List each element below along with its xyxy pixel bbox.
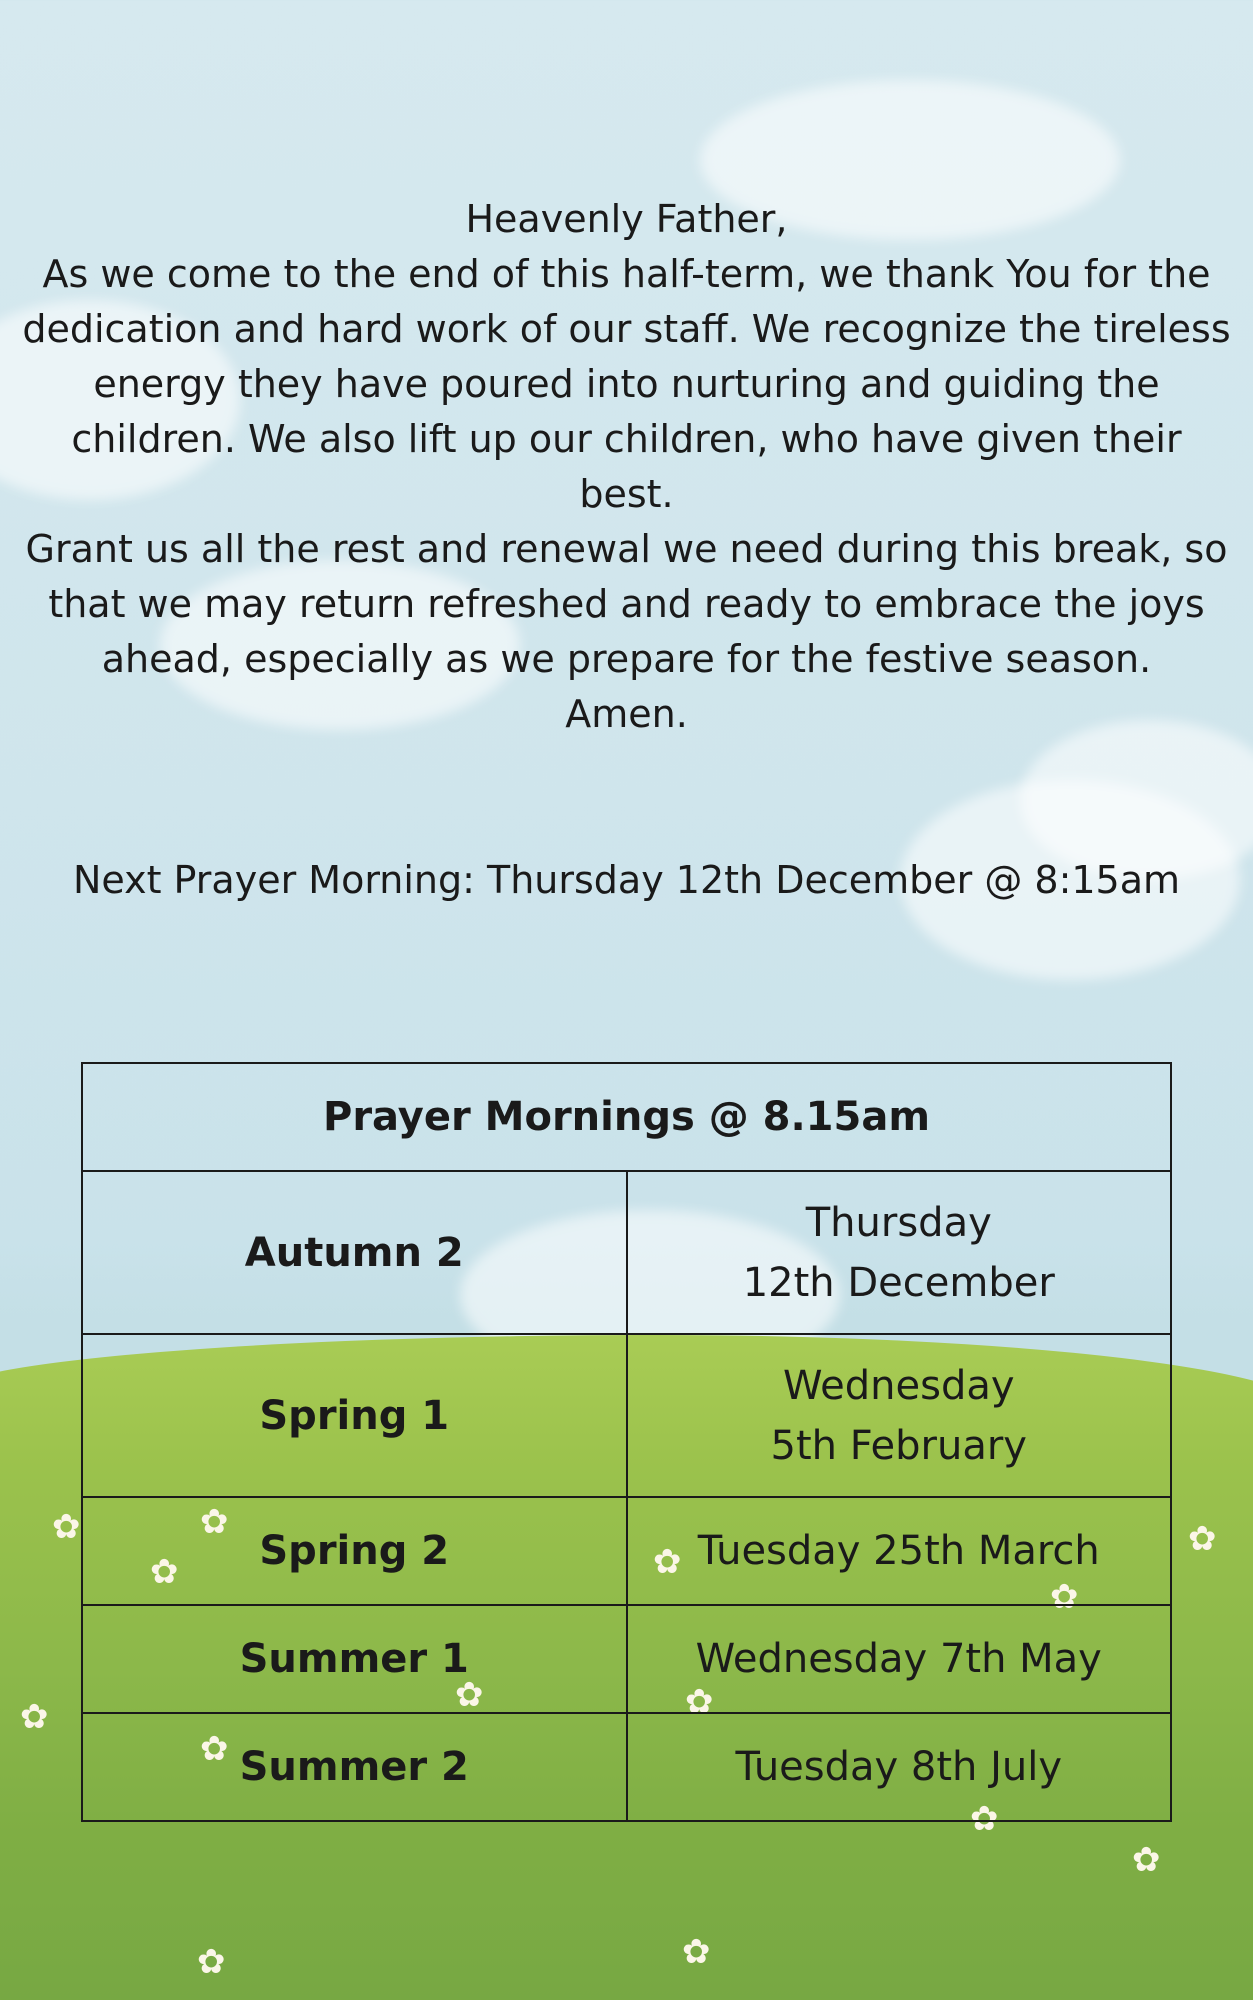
flower-icon: ✿	[52, 1507, 81, 1547]
flower-icon: ✿	[1188, 1519, 1217, 1559]
term-cell: Spring 2	[82, 1497, 627, 1605]
prayer-text	[20, 192, 1233, 742]
table-row	[82, 1497, 1171, 1605]
flower-icon: ✿	[20, 1697, 49, 1737]
table-row	[82, 1713, 1171, 1821]
flower-icon: ✿	[682, 1932, 711, 1972]
term-cell: Autumn 2	[82, 1171, 627, 1334]
date-day-month: 12th December	[742, 1259, 1055, 1306]
date-weekday: Thursday	[805, 1199, 992, 1246]
flower-icon: ✿	[653, 1542, 682, 1582]
flower-icon: ✿	[150, 1552, 179, 1592]
flower-icon: ✿	[1050, 1577, 1079, 1617]
date-cell	[627, 1171, 1172, 1334]
prayer-paragraph-1: As we come to the end of this half-term, we thank You for the dedication and hard work of our staff. We recognize the tireless energy they have poured into nurturing and guiding the children. We also lift up our children, who have given their best.	[22, 252, 1231, 516]
flower-icon: ✿	[200, 1729, 229, 1769]
table-row	[82, 1171, 1171, 1334]
date-cell	[627, 1334, 1172, 1497]
flower-icon: ✿	[197, 1942, 226, 1982]
flower-icon: ✿	[455, 1675, 484, 1715]
prayer-mornings-table	[81, 1062, 1172, 1822]
next-prayer-morning: Next Prayer Morning: Thursday 12th December @ 8:15am	[72, 858, 1181, 902]
term-cell: Spring 1	[82, 1334, 627, 1497]
prayer-closing: Amen.	[565, 692, 688, 736]
table-row	[82, 1334, 1171, 1497]
flower-icon: ✿	[970, 1799, 999, 1839]
flower-icon: ✿	[685, 1682, 714, 1722]
date-weekday: Wednesday	[782, 1362, 1015, 1409]
table-row	[82, 1605, 1171, 1713]
date-cell: Wednesday 7th May	[627, 1605, 1172, 1713]
date-day-month: 5th February	[770, 1422, 1027, 1469]
term-cell: Summer 2	[82, 1713, 627, 1821]
flower-icon: ✿	[200, 1502, 229, 1542]
flower-icon: ✿	[1132, 1840, 1161, 1880]
date-cell: Tuesday 8th July	[627, 1713, 1172, 1821]
date-cell: Tuesday 25th March	[627, 1497, 1172, 1605]
table-title: Prayer Mornings @ 8.15am	[82, 1063, 1171, 1171]
prayer-greeting: Heavenly Father,	[465, 197, 788, 241]
term-cell: Summer 1	[82, 1605, 627, 1713]
prayer-paragraph-2: Grant us all the rest and renewal we need during this break, so that we may return refreshed and ready to embrace the joys ahead, especially as we prepare for the festive season.	[25, 527, 1228, 681]
